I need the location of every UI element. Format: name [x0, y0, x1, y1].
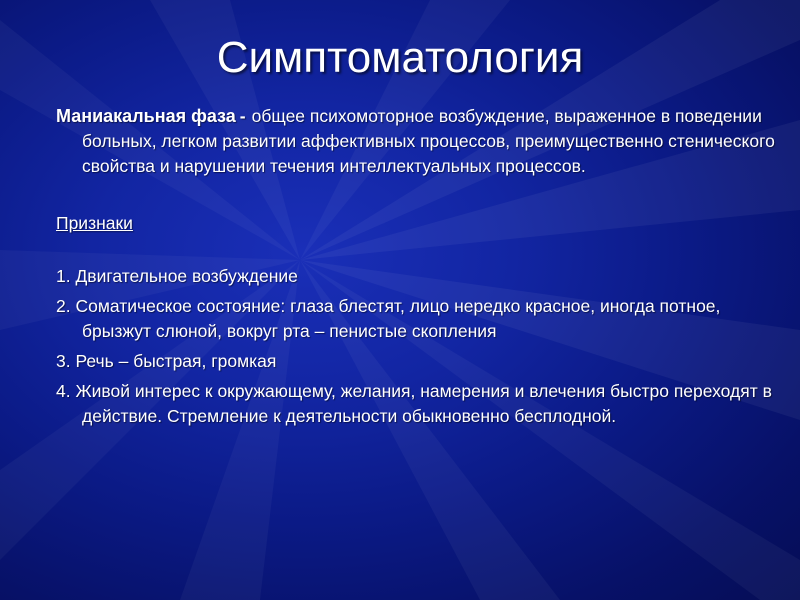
- slide-body: [56, 104, 776, 434]
- list-item: 1. Двигательное возбуждение: [56, 266, 298, 286]
- spacer: [56, 179, 776, 211]
- intro-paragraph: [56, 104, 776, 179]
- list-item: 2. Соматическое состояние: глаза блестят, лицо нередко красное, иногда потное, брызжут слюной, вокруг рта – пенистые скопления: [56, 296, 721, 341]
- list-item: 3. Речь – быстрая, громкая: [56, 351, 277, 371]
- intro-term: Маниакальная фаза: [56, 106, 236, 126]
- slide-title: Симптоматология: [216, 33, 584, 82]
- list-item: 4. Живой интерес к окружающему, желания, намерения и влечения быстро переходят в действие. Стремление к деятельности обыкновенно бесплодной.: [56, 381, 772, 426]
- signs-heading: Признаки: [56, 213, 133, 233]
- intro-definition: общее психомоторное возбуждение, выраженное в поведении больных, легком развитии аффективных процессов, преимущественно стенического свойства и нарушении течения интеллектуальных процессов.: [82, 106, 775, 176]
- intro-dash: -: [239, 106, 246, 126]
- spacer: [56, 236, 776, 264]
